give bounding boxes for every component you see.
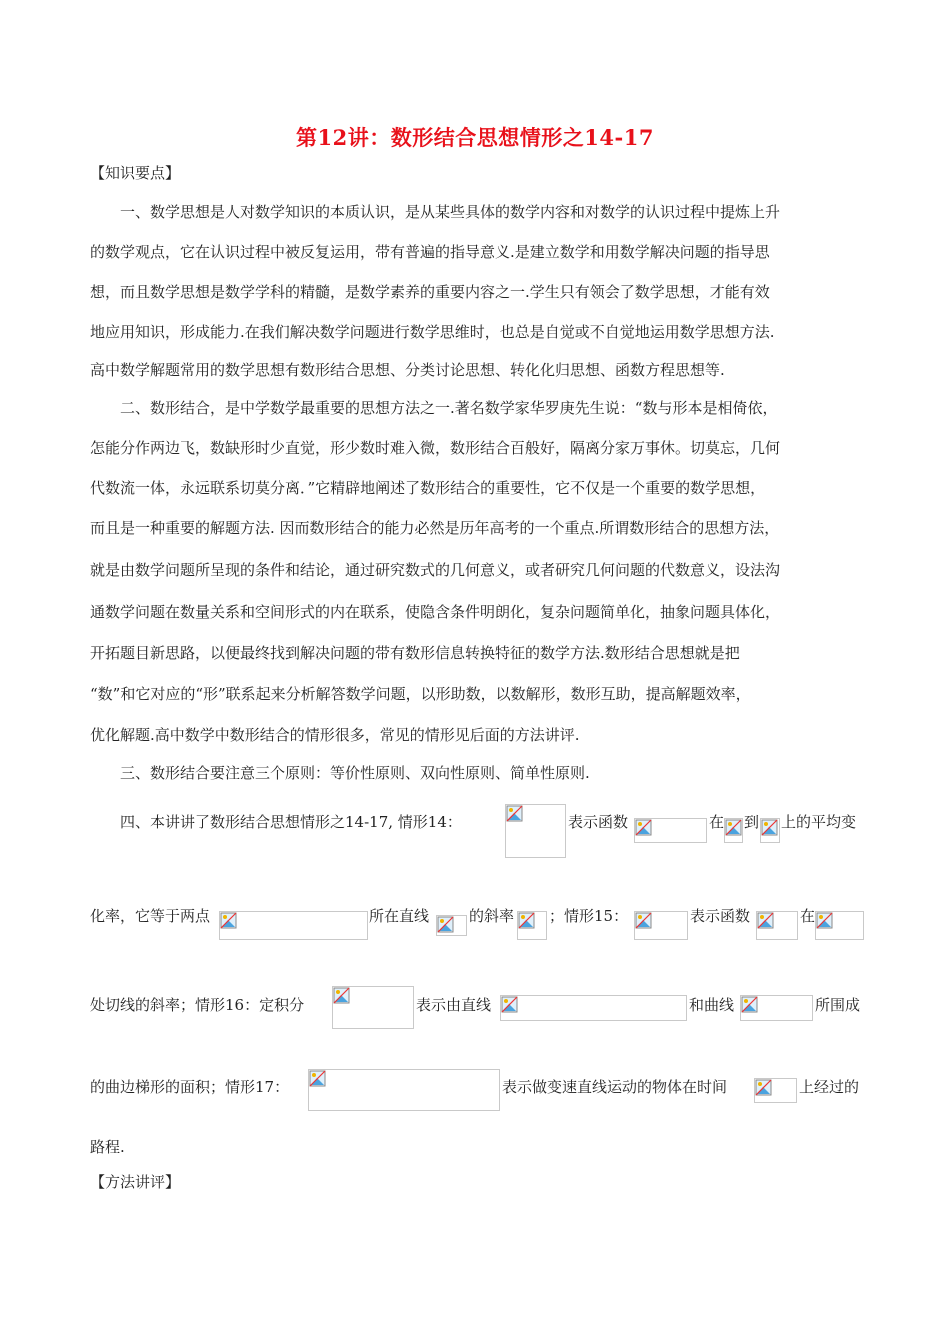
formula-image — [760, 818, 780, 843]
broken-image-icon — [725, 819, 742, 836]
paragraph-2-line: 就是由数学问题所呈现的条件和结论，通过研究数式的几何意义，或者研究几何问题的代数意义，设法沟 — [90, 561, 781, 579]
paragraph-4-text: 在 — [709, 813, 725, 831]
paragraph-2-line: 通数学问题在数量关系和空间形式的内在联系，使隐含条件明朗化，复杂问题简单化，抽象问题具体化， — [90, 603, 781, 621]
broken-image-icon — [506, 805, 523, 822]
formula-image — [219, 911, 368, 940]
paragraph-4-text: 上的平均变 — [781, 813, 857, 831]
paragraph-4-text: 表示函数 — [690, 907, 751, 925]
paragraph-4-text: 到 — [744, 813, 760, 831]
broken-image-icon — [309, 1070, 326, 1087]
broken-image-icon — [757, 912, 774, 929]
paragraph-2-line: “数”和它对应的“形”联系起来分析解答数学问题，以形助数，以数解形，数形互助，提高解题效率， — [90, 685, 751, 703]
paragraph-4-text: 所围成 — [815, 996, 861, 1014]
paragraph-4-text: 在 — [800, 907, 816, 925]
formula-image — [634, 911, 688, 940]
paragraph-1-line: 高中数学解题常用的数学思想有数形结合思想、分类讨论思想、转化化归思想、函数方程思想等. — [90, 361, 725, 379]
paragraph-1-line: 地应用知识，形成能力.在我们解决数学问题进行数学思维时，也总是自觉或不自觉地运用数学思想方法. — [90, 323, 775, 341]
broken-image-icon — [761, 819, 778, 836]
paragraph-4-text: 表示做变速直线运动的物体在时间 — [502, 1078, 728, 1096]
formula-image — [308, 1069, 500, 1111]
paragraph-4-text: 所在直线 — [369, 907, 430, 925]
broken-image-icon — [501, 996, 518, 1013]
paragraph-2-line: 二、数形结合，是中学数学最重要的思想方法之一.著名数学家华罗庚先生说：“数与形本是相倚依， — [120, 399, 778, 417]
paragraph-1-line: 一、数学思想是人对数学知识的本质认识，是从某些具体的数学内容和对数学的认识过程中提炼上升 — [120, 203, 781, 221]
formula-image — [517, 911, 547, 940]
paragraph-2-line: 开拓题目新思路，以便最终找到解决问题的带有数形信息转换特征的数学方法.数形结合思想就是把 — [90, 644, 740, 662]
formula-image — [500, 995, 687, 1021]
paragraph-4-text: 的斜率 — [469, 907, 515, 925]
paragraph-4-text: ；情形15： — [549, 907, 629, 925]
broken-image-icon — [220, 912, 237, 929]
paragraph-4-text: 四、本讲讲了数形结合思想情形之14-17, 情形14： — [120, 813, 462, 831]
paragraph-1-line: 的数学观点，它在认识过程中被反复运用，带有普遍的指导意义.是建立数学和用数学解决问题的指导思 — [90, 243, 770, 261]
formula-image — [740, 995, 813, 1021]
broken-image-icon — [741, 996, 758, 1013]
document-title: 第12讲：数形结合思想情形之14-17 — [296, 125, 654, 150]
formula-image — [634, 818, 707, 843]
formula-image — [332, 986, 414, 1029]
broken-image-icon — [518, 912, 535, 929]
paragraph-4-text: 表示函数 — [568, 813, 629, 831]
formula-image — [505, 804, 566, 858]
broken-image-icon — [437, 916, 454, 933]
formula-image — [436, 915, 467, 936]
broken-image-icon — [816, 912, 833, 929]
heading-knowledge-points: 【知识要点】 — [90, 164, 181, 182]
paragraph-4-text: 化率，它等于两点 — [90, 907, 211, 925]
paragraph-2-line: 代数流一体，永远联系切莫分离．”它精辟地阐述了数形结合的重要性，它不仅是一个重要的数学思想， — [90, 479, 766, 497]
formula-image — [724, 818, 743, 843]
paragraph-4-text: 上经过的 — [799, 1078, 860, 1096]
paragraph-4-text: 的曲边梯形的面积；情形17： — [90, 1078, 290, 1096]
formula-image — [754, 1078, 797, 1103]
paragraph-1-line: 想，而且数学思想是数学学科的精髓，是数学素养的重要内容之一.学生只有领会了数学思想，才能有效 — [90, 283, 770, 301]
paragraph-3: 三、数形结合要注意三个原则：等价性原则、双向性原则、简单性原则. — [120, 764, 590, 782]
broken-image-icon — [635, 912, 652, 929]
paragraph-4-text: 表示由直线 — [416, 996, 492, 1014]
paragraph-2-line: 而且是一种重要的解题方法. 因而数形结合的能力必然是历年高考的一个重点.所谓数形结合的思想方法， — [90, 519, 780, 537]
broken-image-icon — [755, 1079, 772, 1096]
paragraph-4-text: 处切线的斜率；情形16：定积分 — [90, 996, 305, 1014]
formula-image — [815, 911, 864, 940]
paragraph-2-line: 优化解题.高中数学中数形结合的情形很多，常见的情形见后面的方法讲评. — [90, 726, 580, 744]
formula-image — [756, 911, 798, 940]
paragraph-4-text: 和曲线 — [689, 996, 735, 1014]
paragraph-2-line: 怎能分作两边飞，数缺形时少直觉，形少数时难入微，数形结合百般好，隔离分家万事休。切莫忘，几何 — [90, 439, 781, 457]
broken-image-icon — [333, 987, 350, 1004]
paragraph-4-text: 路程. — [90, 1138, 125, 1156]
broken-image-icon — [635, 819, 652, 836]
heading-method-review: 【方法讲评】 — [90, 1173, 181, 1191]
